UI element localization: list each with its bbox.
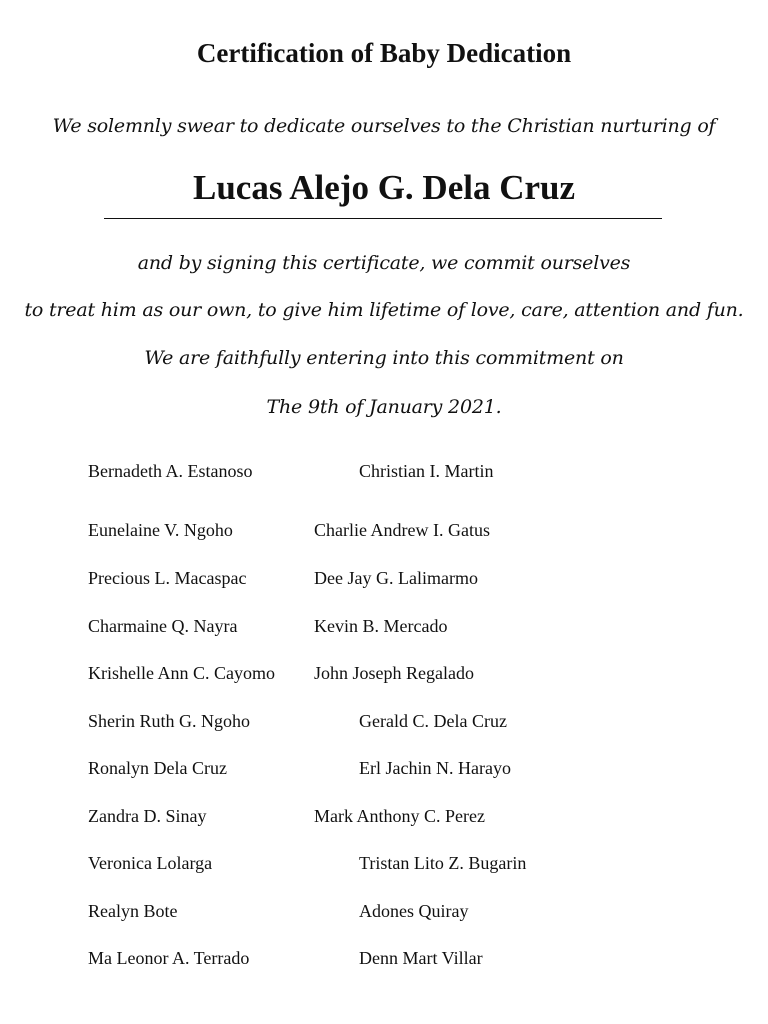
signer-name: Krishelle Ann C. Cayomo bbox=[88, 663, 275, 683]
signer-name: Mark Anthony C. Perez bbox=[314, 806, 485, 826]
signer-name: Realyn Bote bbox=[88, 901, 178, 921]
signer-name: Ronalyn Dela Cruz bbox=[88, 758, 227, 778]
commitment-line-2: to treat him as our own, to give him lifetime of love, care, attention and fun. bbox=[24, 299, 744, 321]
signer-name: Sherin Ruth G. Ngoho bbox=[88, 711, 250, 731]
signer-name: Tristan Lito Z. Bugarin bbox=[359, 853, 527, 873]
signer-name: Bernadeth A. Estanoso bbox=[88, 461, 253, 481]
child-name: Lucas Alejo G. Dela Cruz bbox=[192, 168, 576, 207]
name-underline bbox=[104, 218, 662, 219]
signer-name: Charlie Andrew I. Gatus bbox=[314, 520, 490, 540]
signer-name: Precious L. Macaspac bbox=[88, 568, 247, 588]
signer-name: Denn Mart Villar bbox=[359, 948, 483, 968]
signer-name: Charmaine Q. Nayra bbox=[88, 616, 238, 636]
signer-name: Eunelaine V. Ngoho bbox=[88, 520, 233, 540]
signer-name: Adones Quiray bbox=[359, 901, 469, 921]
dedication-date: The 9th of January 2021. bbox=[266, 396, 502, 418]
signer-name: Ma Leonor A. Terrado bbox=[88, 948, 250, 968]
intro-text: We solemnly swear to dedicate ourselves to the Christian nurturing of bbox=[52, 115, 716, 137]
signer-name: Kevin B. Mercado bbox=[314, 616, 448, 636]
certificate-title: Certification of Baby Dedication bbox=[196, 38, 572, 68]
signer-name: Christian I. Martin bbox=[359, 461, 494, 481]
commitment-line-3: We are faithfully entering into this commitment on bbox=[144, 347, 624, 369]
signer-name: Dee Jay G. Lalimarmo bbox=[314, 568, 478, 588]
signer-name: John Joseph Regalado bbox=[314, 663, 474, 683]
signer-name: Gerald C. Dela Cruz bbox=[359, 711, 507, 731]
signer-name: Erl Jachin N. Harayo bbox=[359, 758, 511, 778]
commitment-line-1: and by signing this certificate, we commit ourselves bbox=[137, 252, 631, 274]
signer-name: Veronica Lolarga bbox=[88, 853, 213, 873]
signer-name: Zandra D. Sinay bbox=[88, 806, 207, 826]
